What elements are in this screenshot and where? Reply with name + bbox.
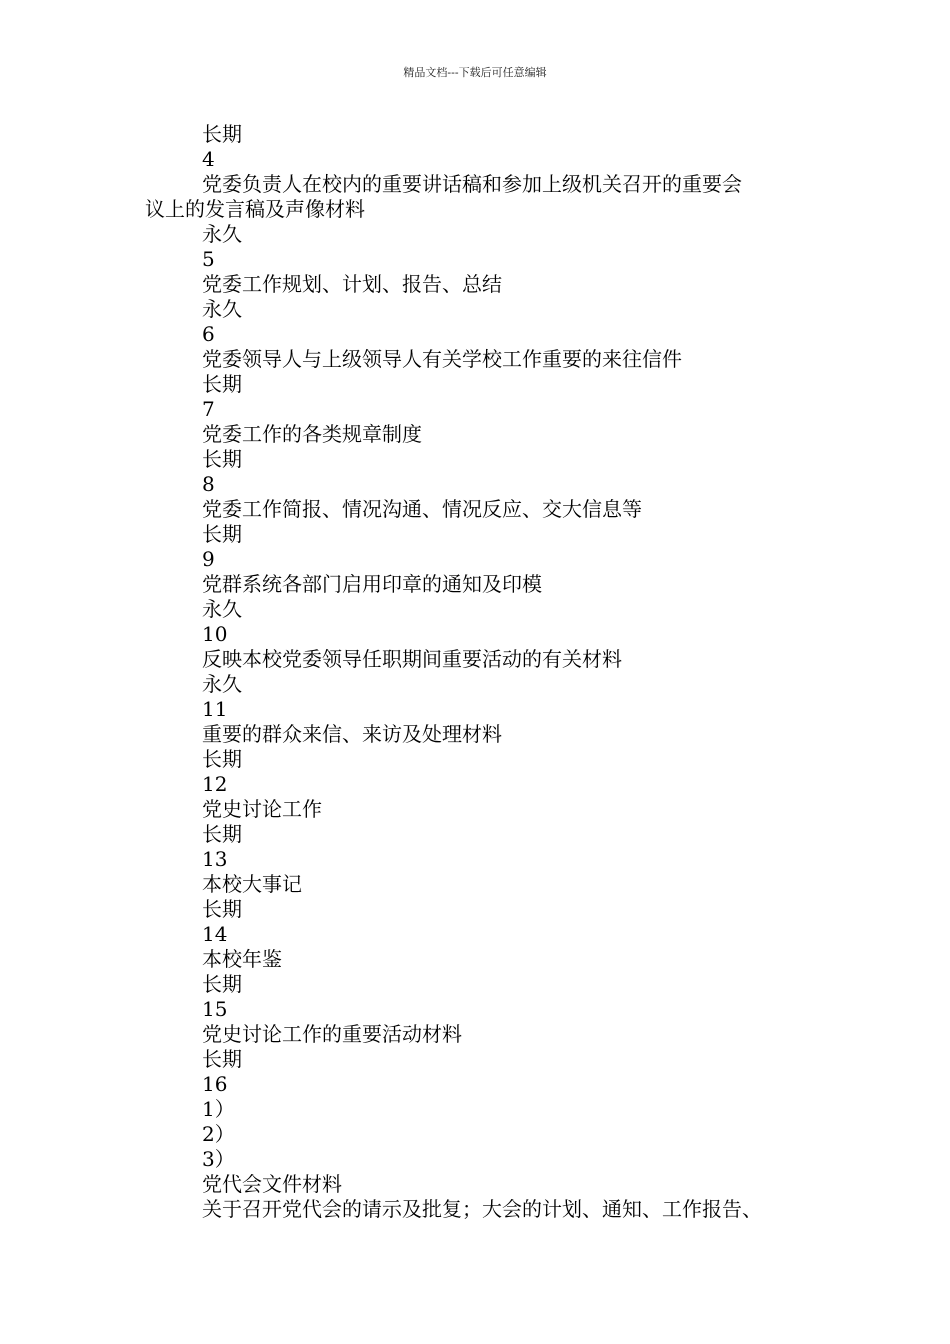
text-line: 6: [202, 322, 215, 346]
text-line: 党委工作简报、情况沟通、情况反应、交大信息等: [202, 497, 642, 521]
text-line: 长期: [202, 372, 242, 396]
text-line: 5: [202, 247, 215, 271]
text-line: 本校年鉴: [202, 947, 282, 971]
text-line: 党委领导人与上级领导人有关学校工作重要的来往信件: [202, 347, 682, 371]
text-line: 党群系统各部门启用印章的通知及印模: [202, 572, 542, 596]
text-line: 永久: [202, 597, 242, 621]
text-line: 4: [202, 147, 215, 171]
text-line: 本校大事记: [202, 872, 302, 896]
text-line: 永久: [202, 222, 242, 246]
text-line: 党史讨论工作: [202, 797, 322, 821]
text-line: 2）: [202, 1122, 235, 1146]
page-header: 精品文档---下载后可任意编辑: [403, 66, 547, 79]
text-line: 16: [202, 1072, 228, 1096]
text-line: 党委工作规划、计划、报告、总结: [202, 272, 502, 296]
text-line: 3）: [202, 1147, 235, 1171]
text-line-continuation: 议上的发言稿及声像材料: [145, 197, 365, 221]
text-line: 8: [202, 472, 215, 496]
text-line: 关于召开党代会的请示及批复；大会的计划、通知、工作报告、: [202, 1197, 762, 1221]
text-line: 党委负责人在校内的重要讲话稿和参加上级机关召开的重要会: [202, 172, 742, 196]
text-line: 长期: [202, 822, 242, 846]
text-line: 7: [202, 397, 215, 421]
text-line: 10: [202, 622, 228, 646]
text-line: 长期: [202, 522, 242, 546]
text-line: 长期: [202, 972, 242, 996]
text-line: 长期: [202, 122, 242, 146]
text-line: 长期: [202, 747, 242, 771]
text-line: 11: [202, 697, 228, 721]
text-line: 党史讨论工作的重要活动材料: [202, 1022, 462, 1046]
text-line: 重要的群众来信、来访及处理材料: [202, 722, 502, 746]
text-line: 反映本校党委领导任职期间重要活动的有关材料: [202, 647, 622, 671]
text-line: 9: [202, 547, 215, 571]
text-line: 长期: [202, 897, 242, 921]
text-line: 12: [202, 772, 228, 796]
text-line: 永久: [202, 297, 242, 321]
text-line: 永久: [202, 672, 242, 696]
text-line: 长期: [202, 447, 242, 471]
text-line: 党代会文件材料: [202, 1172, 342, 1196]
text-line: 13: [202, 847, 228, 871]
text-line: 1）: [202, 1097, 235, 1121]
text-line: 党委工作的各类规章制度: [202, 422, 422, 446]
text-line: 14: [202, 922, 228, 946]
document-body: [145, 122, 825, 1222]
text-line: 15: [202, 997, 228, 1021]
text-line: 长期: [202, 1047, 242, 1071]
